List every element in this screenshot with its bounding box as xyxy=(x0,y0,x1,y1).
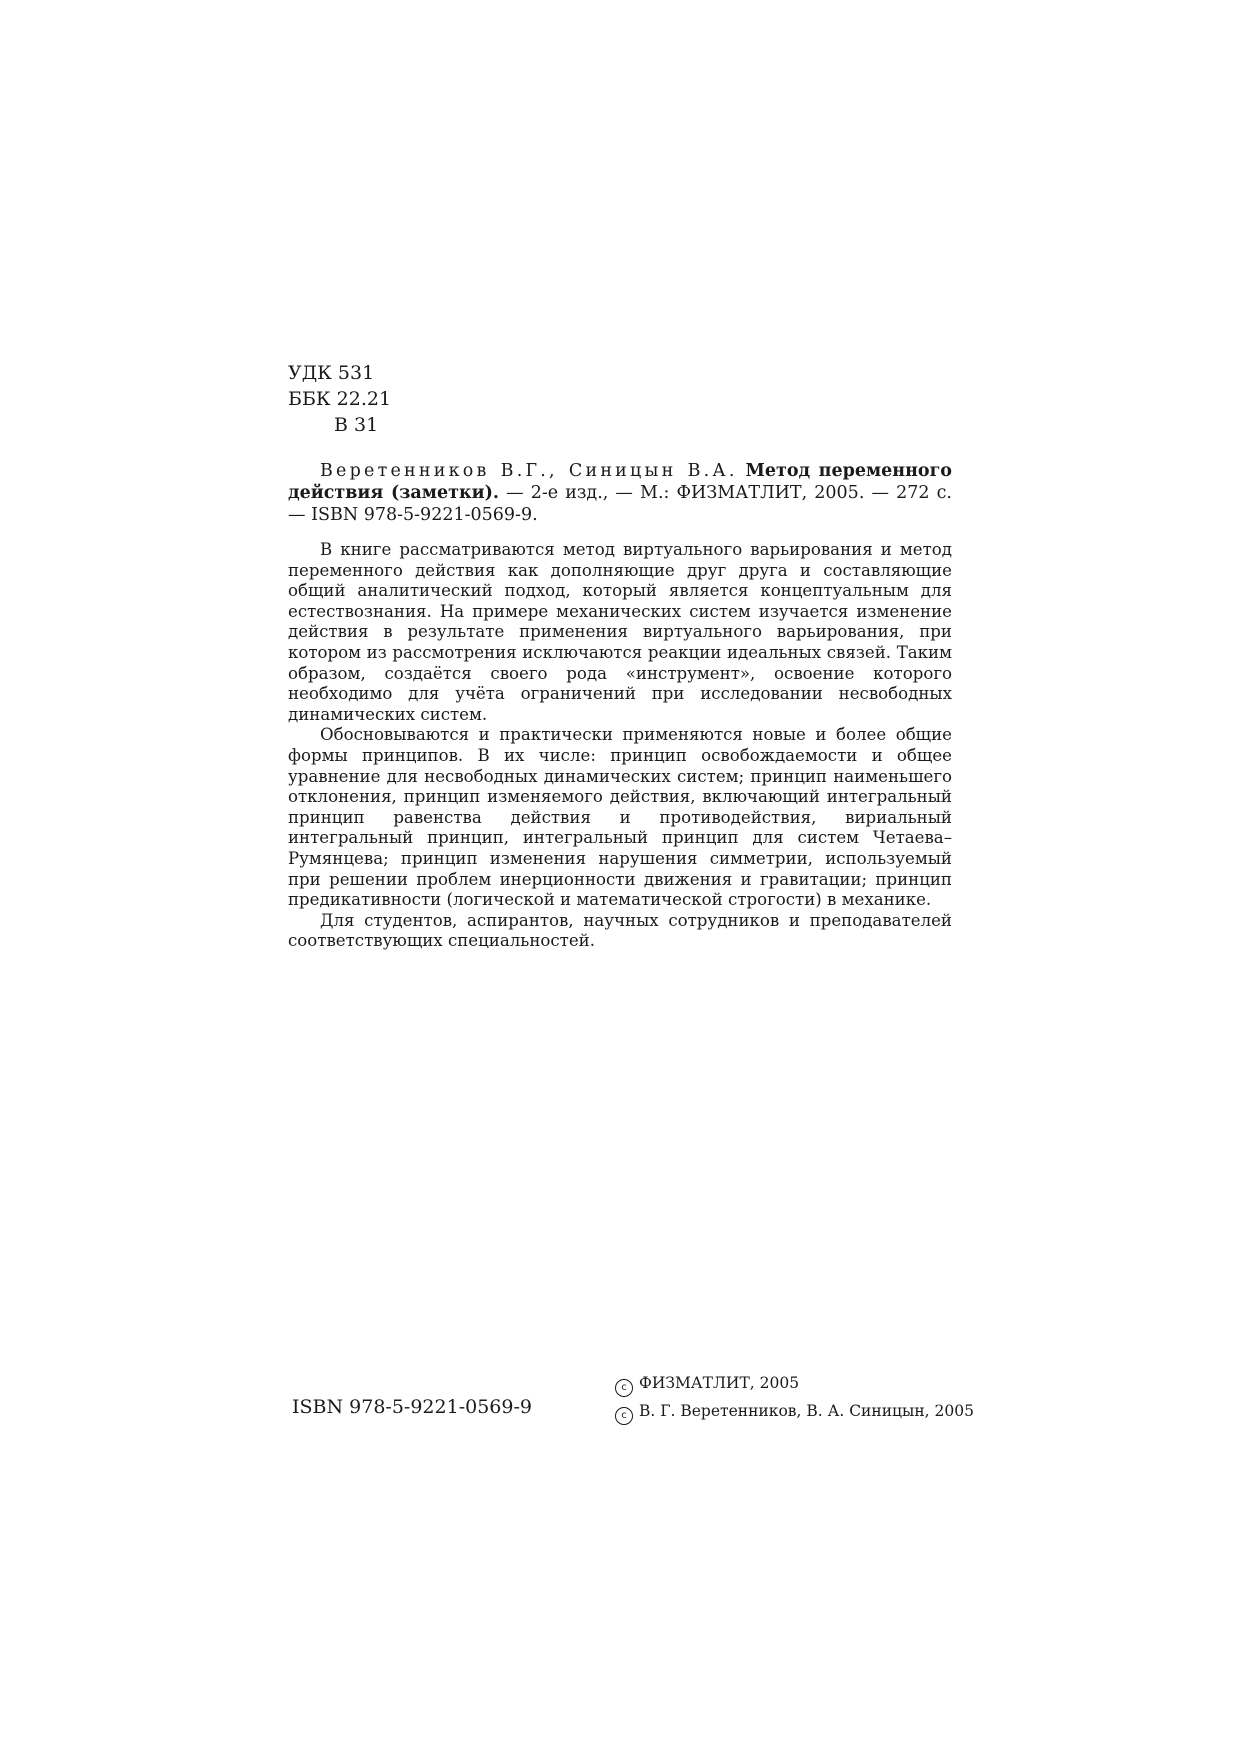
copyright-block xyxy=(615,1369,974,1425)
copyright-holder: В. Г. Веретенников, В. А. Синицын, 2005 xyxy=(639,1402,974,1420)
annotation-paragraph: Обосновываются и практически применяются новые и более общие формы принципов. В их числе: принцип освобождаемости и общее уравнение для несвободных динамических систем; принцип наименьшего отклонения, принцип изменяемого действия, включающий интегральный принцип равенства действия и противодействия, вириальный интегральный принцип, интегральный принцип для систем Четаева–Румянцева; принцип изменения нарушения симметрии, используемый при решении проблем инерционности движения и гравитации; принцип предикативности (логической и математической строгости) в механике. xyxy=(288,725,952,910)
bib-title: Метод переменного действия (заметки). xyxy=(288,461,952,503)
annotation-paragraph: В книге рассматриваются метод виртуального варьирования и метод переменного действия как дополняющие друг друга и составляющие общий аналитический подход, который является концептуальным для естествознания. На примере механических систем изучается изменение действия в результате применения виртуального варьирования, при котором из рассмотрения исключаются реакции идеальных связей. Таким образом, создаётся своего рода «инструмент», освоение которого необходимо для учёта ограничений при исследовании несвободных динамических систем. xyxy=(288,540,952,724)
annotation-paragraph: Для студентов, аспирантов, научных сотрудников и преподавателей соответствующих специальностей. xyxy=(288,910,952,951)
udk-code: УДК 531 xyxy=(288,362,375,384)
copyright-line xyxy=(615,1397,974,1425)
author-mark-code: В 31 xyxy=(334,414,379,436)
copyright-icon: c xyxy=(615,1379,633,1397)
bib-details: — 2-е изд., — М.: ФИЗМАТЛИТ, 2005. — 272 с. — ISBN 978-5-9221-0569-9. xyxy=(288,483,952,525)
copyright-holder: ФИЗМАТЛИТ, 2005 xyxy=(639,1374,800,1392)
copyright-icon: c xyxy=(615,1407,633,1425)
bibliographic-record xyxy=(288,460,952,526)
bbk-code: ББК 22.21 xyxy=(288,388,392,410)
classification-codes xyxy=(288,360,391,438)
copyright-line xyxy=(615,1369,974,1397)
annotation xyxy=(288,540,952,952)
isbn-number: ISBN 978-5-9221-0569-9 xyxy=(292,1396,532,1418)
bib-authors: Веретенников В.Г., Синицын В.А. xyxy=(320,461,738,481)
